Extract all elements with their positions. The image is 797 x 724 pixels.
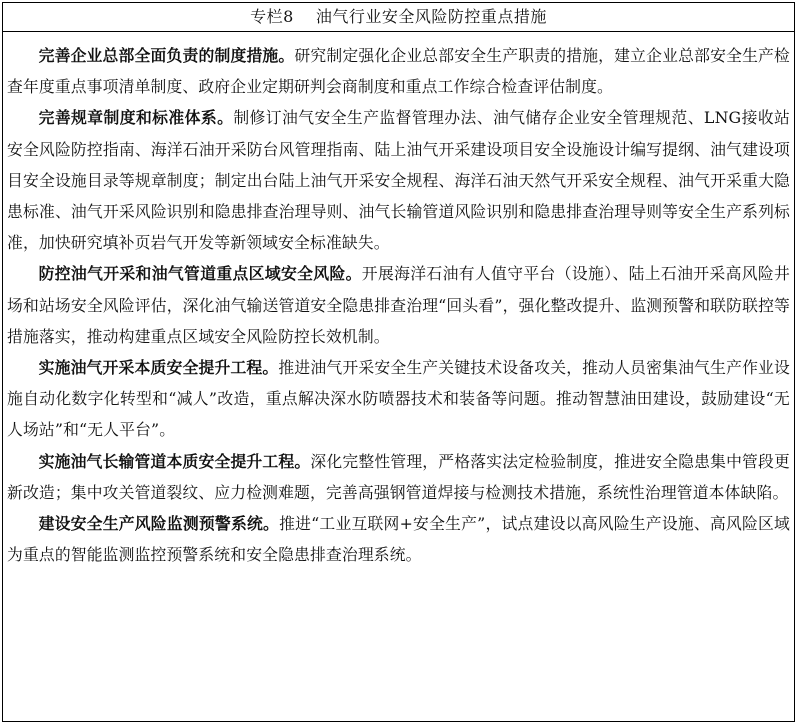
paragraph-lead: 建设安全生产风险监测预警系统。 [38, 514, 280, 534]
paragraph-body: 推进油气开采安全生产关键技术设备攻关，推动人员密集油气生产作业设施自动化数字化转型和“减人”改造，重点解决深水防喷器技术和装备等问题。推动智慧油田建设，鼓励建设“无人场站”和“无人平台”。 [7, 358, 790, 440]
paragraph-lead: 防控油气开采和油气管道重点区域安全风险。 [38, 264, 362, 284]
paragraph-body: 制修订油气安全生产监督管理办法、油气储存企业安全管理规范、LNG接收站安全风险防控指南、海洋石油开采防台风管理指南、陆上油气开采建设项目安全设施设计编写提纲、油气建设项目安全设施目录等规章制度；制定出台陆上油气开采安全规程、海洋石油天然气开采安全规程、油气开采重大隐患标准、油气开采风险识别和隐患排查治理导则、油气长输管道风险识别和隐患排查治理导则等安全生产系列标准，加快研究填补页岩气开发等新领域安全标准缺失。 [7, 108, 790, 253]
box-title: 油气行业安全风险防控重点措施 [315, 7, 547, 26]
feature-box [2, 2, 795, 722]
paragraph-lead: 完善规章制度和标准体系。 [38, 108, 234, 128]
paragraph-2 [7, 102, 790, 258]
paragraph-1 [7, 40, 790, 102]
paragraph-body: 开展海洋石油有人值守平台（设施）、陆上石油开采高风险井场和站场安全风险评估，深化油气输送管道安全隐患排查治理“回头看”，强化整改提升、监测预警和联防联控等措施落实，推动构建重点区域安全风险防控长效机制。 [7, 264, 790, 346]
paragraph-body: 推进“工业互联网+安全生产”，试点建设以高风险生产设施、高风险区域为重点的智能监测监控预警系统和安全隐患排查治理系统。 [7, 514, 790, 565]
paragraph-4 [7, 352, 790, 446]
box-label: 专栏8 [250, 7, 294, 26]
paragraph-body: 深化完整性管理，严格落实法定检验制度，推进安全隐患集中管段更新改造；集中攻关管道裂纹、应力检测难题，完善高强钢管道焊接与检测技术措施，系统性治理管道本体缺陷。 [7, 451, 790, 502]
paragraph-lead: 实施油气开采本质安全提升工程。 [38, 358, 279, 378]
paragraph-3 [7, 258, 790, 352]
paragraph-lead: 完善企业总部全面负责的制度措施。 [38, 46, 295, 65]
paragraph-body: 研究制定强化企业总部安全生产职责的措施，建立企业总部安全生产检查年度重点事项清单制度、政府企业定期研判会商制度和重点工作综合检查评估制度。 [7, 46, 790, 97]
box-title-bar [3, 3, 794, 32]
box-content [3, 32, 794, 570]
paragraph-5 [7, 446, 790, 508]
paragraph-lead: 实施油气长输管道本质安全提升工程。 [38, 451, 311, 471]
paragraph-6 [7, 508, 790, 570]
